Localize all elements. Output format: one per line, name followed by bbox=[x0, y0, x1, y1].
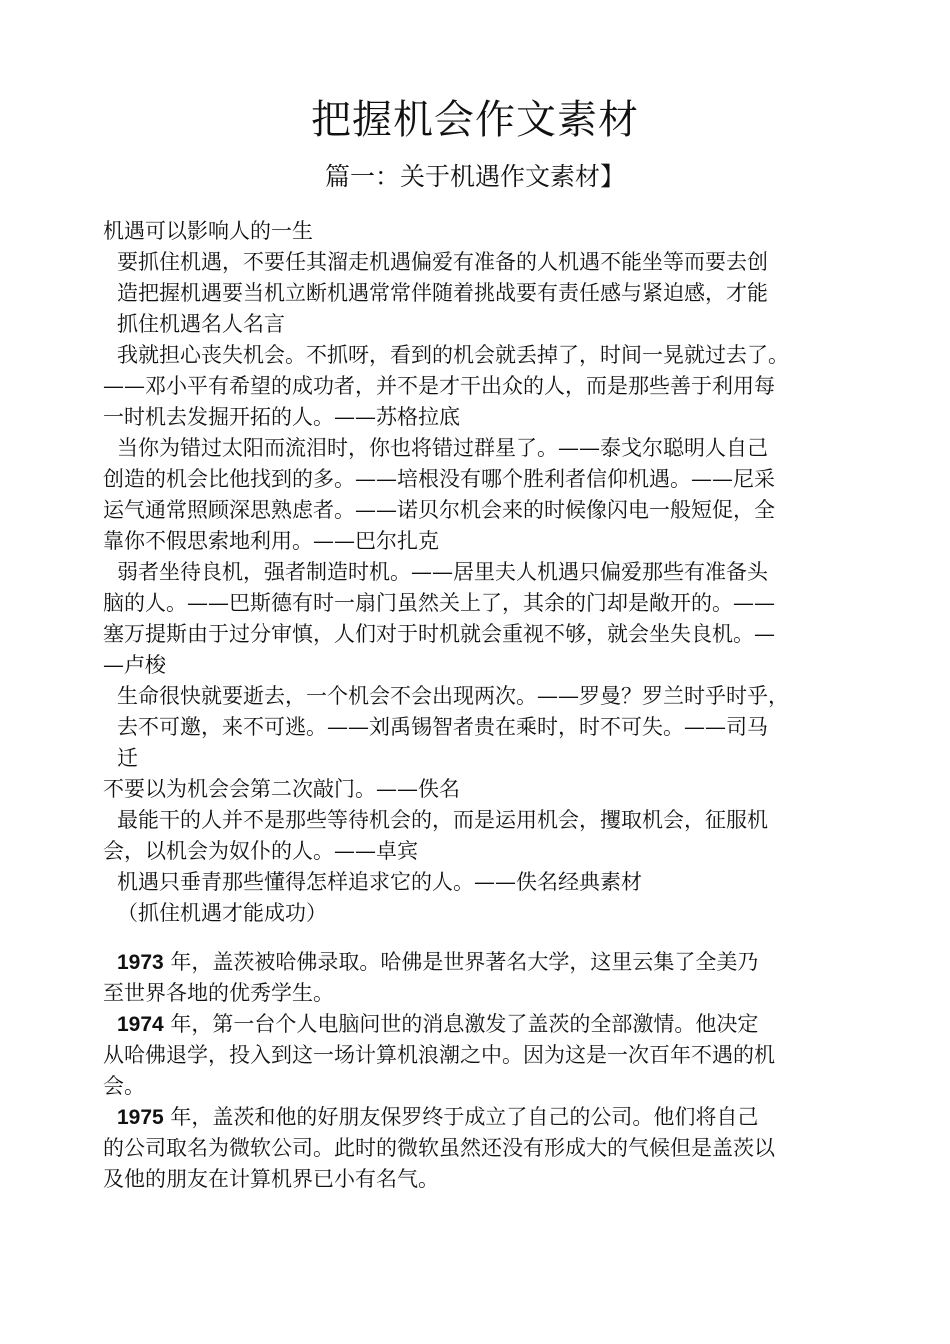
text-line: 会，以机会为奴仆的人。——卓宾 bbox=[103, 839, 418, 863]
year-label: 1975 bbox=[117, 1106, 164, 1129]
story-text: 会。 bbox=[103, 1074, 145, 1098]
text-line: 迁 bbox=[117, 746, 138, 770]
text-line: ——邓小平有希望的成功者，并不是才干出众的人，而是那些善于利用每 bbox=[103, 374, 775, 398]
text-line: 一时机去发掘开拓的人。——苏格拉底 bbox=[103, 405, 460, 429]
text-line: 当你为错过太阳而流泪时，你也将错过群星了。——泰戈尔聪明人自己 bbox=[117, 436, 768, 460]
story-text: 年，盖茨和他的好朋友保罗终于成立了自己的公司。他们将自己 bbox=[163, 1105, 759, 1129]
story-line bbox=[117, 1102, 877, 1133]
story-line bbox=[103, 978, 863, 1008]
text-line: 我就担心丧失机会。不抓呀，看到的机会就丢掉了，时间一晃就过去了。 bbox=[117, 343, 789, 367]
story-line bbox=[103, 1133, 863, 1163]
text-line: —卢梭 bbox=[103, 653, 166, 677]
story-line bbox=[103, 1071, 863, 1101]
year-label: 1974 bbox=[117, 1013, 164, 1036]
story-text: 的公司取名为微软公司。此时的微软虽然还没有形成大的气候但是盖茨以 bbox=[103, 1136, 775, 1160]
text-line: 抓住机遇名人名言 bbox=[117, 312, 285, 336]
story-line bbox=[103, 1040, 863, 1070]
story-text: 及他的朋友在计算机界已小有名气。 bbox=[103, 1167, 439, 1191]
story-line bbox=[103, 1164, 863, 1194]
text-line: 最能干的人并不是那些等待机会的，而是运用机会，攫取机会，征服机 bbox=[117, 808, 768, 832]
story-line bbox=[117, 1009, 877, 1040]
text-line: 弱者坐待良机，强者制造时机。——居里夫人机遇只偏爱那些有准备头 bbox=[117, 560, 768, 584]
text-line: （抓住机遇才能成功） bbox=[117, 901, 327, 925]
text-line: 靠你不假思索地利用。——巴尔扎克 bbox=[103, 529, 439, 553]
story-text: 年，第一台个人电脑问世的消息激发了盖茨的全部激情。他决定 bbox=[163, 1012, 759, 1036]
text-line: 生命很快就要逝去，一个机会不会出现两次。——罗曼？罗兰时乎时乎， bbox=[117, 684, 789, 708]
text-line: 去不可邀，来不可逃。——刘禹锡智者贵在乘时，时不可失。——司马 bbox=[117, 715, 768, 739]
text-line: 机遇只垂青那些懂得怎样追求它的人。——佚名经典素材 bbox=[117, 870, 642, 894]
year-label: 1973 bbox=[117, 951, 164, 974]
document-title: 把握机会作文素材 bbox=[311, 97, 639, 143]
text-line: 不要以为机会会第二次敲门。——佚名 bbox=[103, 777, 460, 801]
text-line: 创造的机会比他找到的多。——培根没有哪个胜利者信仰机遇。——尼采 bbox=[103, 467, 775, 491]
text-line: 要抓住机遇，不要任其溜走机遇偏爱有准备的人机遇不能坐等而要去创 bbox=[117, 250, 768, 274]
document-subtitle: 篇一：关于机遇作文素材】 bbox=[324, 162, 625, 191]
story-text: 从哈佛退学，投入到这一场计算机浪潮之中。因为这是一次百年不遇的机 bbox=[103, 1043, 775, 1067]
text-line: 造把握机遇要当机立断机遇常常伴随着挑战要有责任感与紧迫感，才能 bbox=[117, 281, 768, 305]
text-line: 塞万提斯由于过分审慎，人们对于时机就会重视不够，就会坐失良机。— bbox=[103, 622, 775, 646]
story-text: 年，盖茨被哈佛录取。哈佛是世界著名大学，这里云集了全美乃 bbox=[163, 950, 759, 974]
text-line: 运气通常照顾深思熟虑者。——诺贝尔机会来的时候像闪电一般短促，全 bbox=[103, 498, 775, 522]
text-line: 脑的人。——巴斯德有时一扇门虽然关上了，其余的门却是敞开的。—— bbox=[103, 591, 775, 615]
story-line bbox=[117, 947, 877, 978]
story-text: 至世界各地的优秀学生。 bbox=[103, 981, 334, 1005]
text-line: 机遇可以影响人的一生 bbox=[103, 219, 313, 243]
